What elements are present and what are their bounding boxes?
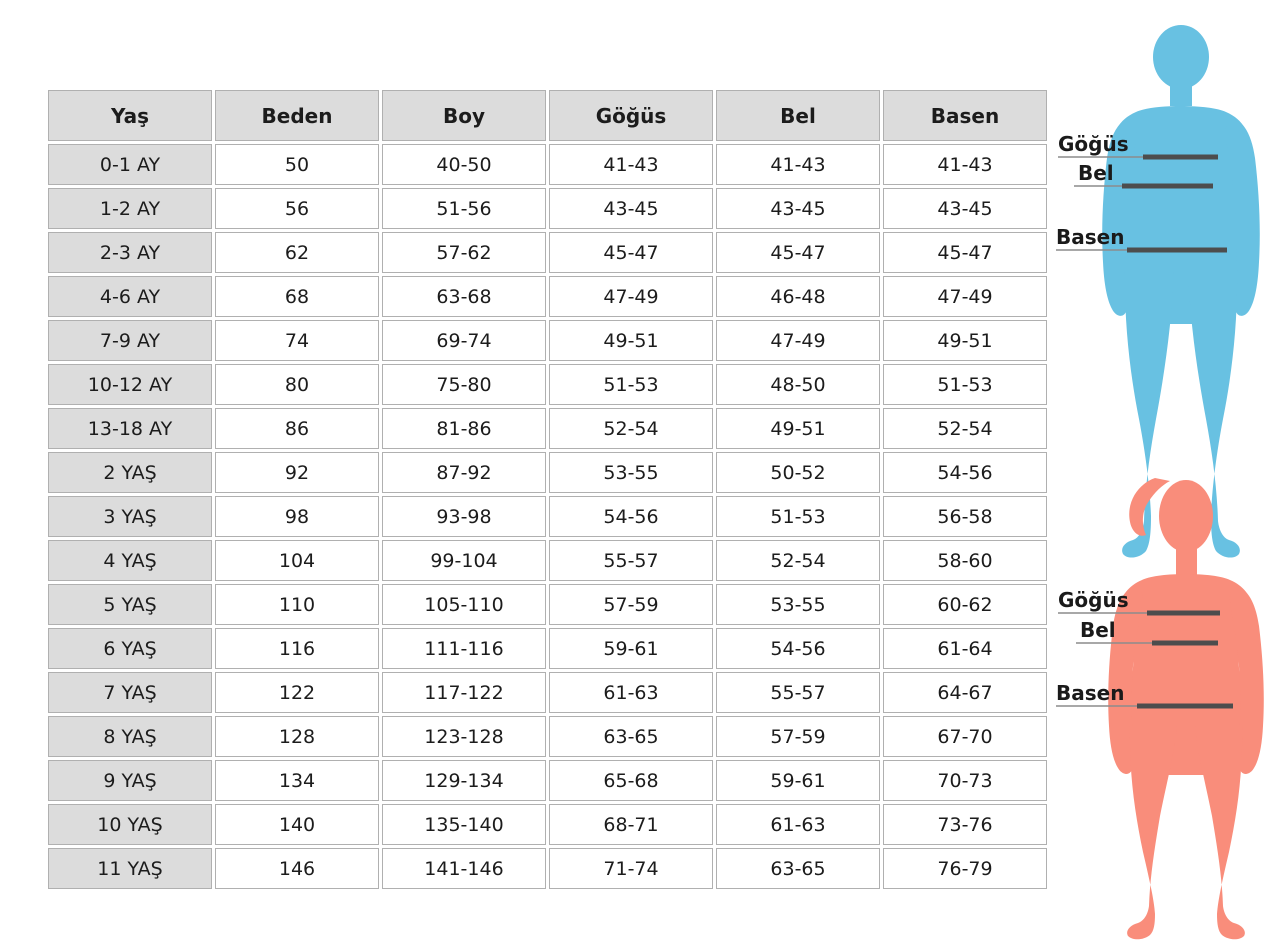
value-cell: 117-122 [382,672,546,713]
column-header-age: Yaş [48,90,212,141]
value-cell: 87-92 [382,452,546,493]
value-cell: 64-67 [883,672,1047,713]
age-cell: 4-6 AY [48,276,212,317]
value-cell: 86 [215,408,379,449]
value-cell: 43-45 [549,188,713,229]
age-cell: 4 YAŞ [48,540,212,581]
value-cell: 135-140 [382,804,546,845]
value-cell: 111-116 [382,628,546,669]
value-cell: 128 [215,716,379,757]
table-row [48,320,1047,361]
value-cell: 81-86 [382,408,546,449]
value-cell: 58-60 [883,540,1047,581]
value-cell: 43-45 [883,188,1047,229]
value-cell: 116 [215,628,379,669]
value-cell: 73-76 [883,804,1047,845]
value-cell: 105-110 [382,584,546,625]
value-cell: 55-57 [716,672,880,713]
column-header-hips: Basen [883,90,1047,141]
value-cell: 41-43 [883,144,1047,185]
value-cell: 59-61 [716,760,880,801]
value-cell: 43-45 [716,188,880,229]
table-row [48,760,1047,801]
value-cell: 141-146 [382,848,546,889]
value-cell: 50 [215,144,379,185]
value-cell: 67-70 [883,716,1047,757]
age-cell: 10 YAŞ [48,804,212,845]
value-cell: 146 [215,848,379,889]
age-cell: 3 YAŞ [48,496,212,537]
size-table-header [48,90,1047,141]
column-header-size: Beden [215,90,379,141]
value-cell: 59-61 [549,628,713,669]
value-cell: 70-73 [883,760,1047,801]
value-cell: 47-49 [883,276,1047,317]
header-row [48,90,1047,141]
value-cell: 57-62 [382,232,546,273]
value-cell: 98 [215,496,379,537]
value-cell: 52-54 [883,408,1047,449]
value-cell: 110 [215,584,379,625]
hips-label: Basen [1056,225,1125,249]
value-cell: 61-64 [883,628,1047,669]
value-cell: 104 [215,540,379,581]
waist-label: Bel [1080,618,1116,642]
value-cell: 71-74 [549,848,713,889]
table-row [48,452,1047,493]
value-cell: 52-54 [549,408,713,449]
column-header-height: Boy [382,90,546,141]
value-cell: 134 [215,760,379,801]
value-cell: 45-47 [716,232,880,273]
age-cell: 0-1 AY [48,144,212,185]
value-cell: 69-74 [382,320,546,361]
table-row [48,584,1047,625]
value-cell: 49-51 [549,320,713,361]
age-cell: 1-2 AY [48,188,212,229]
age-cell: 6 YAŞ [48,628,212,669]
value-cell: 54-56 [716,628,880,669]
value-cell: 54-56 [883,452,1047,493]
age-cell: 13-18 AY [48,408,212,449]
value-cell: 56-58 [883,496,1047,537]
chest-label: Göğüs [1058,588,1129,612]
value-cell: 60-62 [883,584,1047,625]
hips-label: Basen [1056,681,1125,705]
value-cell: 57-59 [716,716,880,757]
table-row [48,716,1047,757]
table-row [48,540,1047,581]
age-cell: 10-12 AY [48,364,212,405]
value-cell: 129-134 [382,760,546,801]
value-cell: 49-51 [716,408,880,449]
table-row [48,188,1047,229]
table-row [48,804,1047,845]
value-cell: 45-47 [883,232,1047,273]
value-cell: 122 [215,672,379,713]
value-cell: 68-71 [549,804,713,845]
value-cell: 53-55 [549,452,713,493]
body-figure-pink [1052,476,1278,946]
value-cell: 51-53 [716,496,880,537]
value-cell: 45-47 [549,232,713,273]
value-cell: 41-43 [716,144,880,185]
age-cell: 2 YAŞ [48,452,212,493]
table-row [48,408,1047,449]
table-row [48,276,1047,317]
value-cell: 57-59 [549,584,713,625]
age-cell: 11 YAŞ [48,848,212,889]
age-cell: 8 YAŞ [48,716,212,757]
value-cell: 47-49 [549,276,713,317]
value-cell: 80 [215,364,379,405]
value-cell: 55-57 [549,540,713,581]
value-cell: 40-50 [382,144,546,185]
table-row [48,628,1047,669]
table-row [48,232,1047,273]
table-row [48,672,1047,713]
value-cell: 49-51 [883,320,1047,361]
value-cell: 51-56 [382,188,546,229]
value-cell: 47-49 [716,320,880,361]
age-cell: 9 YAŞ [48,760,212,801]
value-cell: 76-79 [883,848,1047,889]
value-cell: 140 [215,804,379,845]
value-cell: 61-63 [549,672,713,713]
table-row [48,364,1047,405]
value-cell: 99-104 [382,540,546,581]
value-cell: 51-53 [549,364,713,405]
value-cell: 68 [215,276,379,317]
value-cell: 54-56 [549,496,713,537]
age-cell: 7-9 AY [48,320,212,361]
value-cell: 61-63 [716,804,880,845]
value-cell: 50-52 [716,452,880,493]
value-cell: 75-80 [382,364,546,405]
value-cell: 74 [215,320,379,361]
age-cell: 7 YAŞ [48,672,212,713]
table-row [48,496,1047,537]
value-cell: 56 [215,188,379,229]
value-cell: 92 [215,452,379,493]
column-header-waist: Bel [716,90,880,141]
value-cell: 63-68 [382,276,546,317]
age-cell: 5 YAŞ [48,584,212,625]
girl-silhouette-icon [1108,478,1264,939]
value-cell: 52-54 [716,540,880,581]
column-header-chest: Göğüs [549,90,713,141]
waist-label: Bel [1078,161,1114,185]
value-cell: 123-128 [382,716,546,757]
table-row [48,848,1047,889]
value-cell: 41-43 [549,144,713,185]
value-cell: 65-68 [549,760,713,801]
table-row [48,144,1047,185]
value-cell: 51-53 [883,364,1047,405]
size-table-body [48,144,1047,889]
value-cell: 63-65 [549,716,713,757]
chest-label: Göğüs [1058,132,1129,156]
value-cell: 93-98 [382,496,546,537]
age-cell: 2-3 AY [48,232,212,273]
value-cell: 53-55 [716,584,880,625]
value-cell: 62 [215,232,379,273]
size-table [45,87,1050,892]
value-cell: 48-50 [716,364,880,405]
value-cell: 46-48 [716,276,880,317]
value-cell: 63-65 [716,848,880,889]
